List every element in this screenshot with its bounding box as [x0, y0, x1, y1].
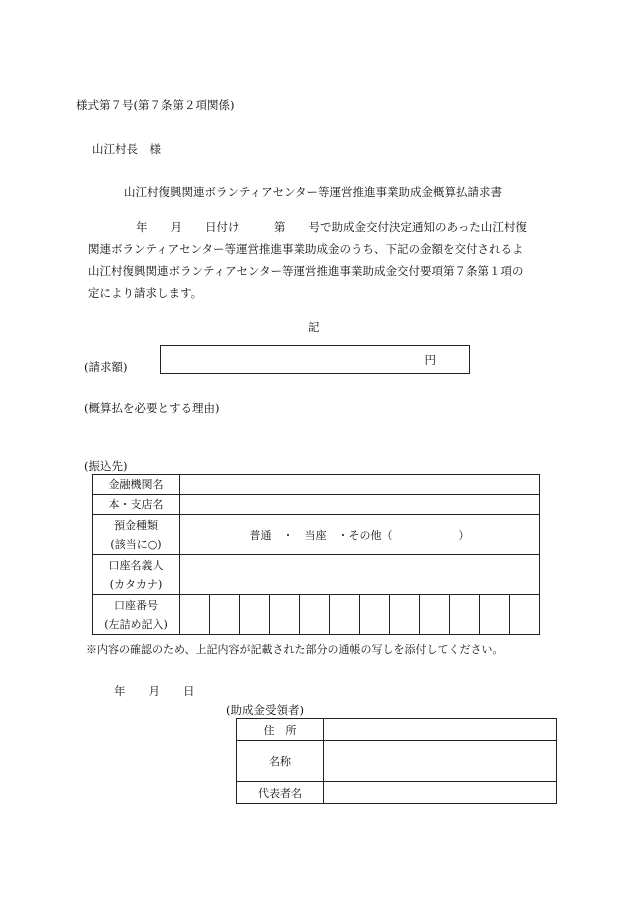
- claim-amount-label: (請求額): [84, 360, 128, 374]
- account-digit-cell[interactable]: [419, 595, 449, 635]
- institution-field[interactable]: [180, 475, 540, 495]
- recipient-label: (助成金受領者): [226, 703, 304, 717]
- account-digit-cell[interactable]: [509, 595, 539, 635]
- date-line: 年 月 日: [114, 684, 195, 698]
- form-number: 様式第７号(第７条第２項関係): [76, 98, 235, 112]
- account-digit-cell[interactable]: [449, 595, 479, 635]
- body-line: 関連ボランティアセンター等運営推進事業助成金のうち、下記の金額を交付されるよ: [88, 242, 524, 256]
- body-paragraph: [88, 216, 558, 304]
- body-line: 定により請求します。: [88, 286, 203, 300]
- account-number-label: 口座番号 (左詰め記入): [93, 595, 180, 635]
- bank-section-label: (振込先): [84, 459, 128, 473]
- account-digit-cell[interactable]: [209, 595, 239, 635]
- yen-unit: 円: [424, 353, 436, 367]
- reason-label: (概算払を必要とする理由): [84, 401, 220, 415]
- name-label: 名称: [237, 741, 324, 782]
- ki-heading: 記: [308, 320, 320, 334]
- representative-field[interactable]: [324, 782, 557, 804]
- address-label: 住 所: [237, 719, 324, 741]
- account-digit-cell[interactable]: [269, 595, 299, 635]
- account-digit-cell[interactable]: [329, 595, 359, 635]
- addressee: 山江村長 様: [92, 142, 161, 156]
- body-line: 山江村復興関連ボランティアセンター等運営推進事業助成金交付要項第７条第１項の: [88, 264, 524, 278]
- account-holder-field[interactable]: [180, 555, 540, 595]
- claim-amount-field[interactable]: [160, 345, 470, 374]
- recipient-table: [236, 718, 557, 804]
- branch-label: 本・支店名: [93, 495, 180, 515]
- institution-label: 金融機関名: [93, 475, 180, 495]
- branch-field[interactable]: [180, 495, 540, 515]
- account-digit-cell[interactable]: [389, 595, 419, 635]
- address-field[interactable]: [324, 719, 557, 741]
- account-digit-cell[interactable]: [299, 595, 329, 635]
- deposit-type-label: 預金種類 (該当に○): [93, 515, 180, 555]
- account-digit-cell[interactable]: [359, 595, 389, 635]
- account-holder-label: 口座名義人 (カタカナ): [93, 555, 180, 595]
- deposit-type-options[interactable]: 普通 ・ 当座 ・その他（ ）: [180, 515, 540, 555]
- account-digit-cell[interactable]: [180, 595, 210, 635]
- account-digit-cell[interactable]: [479, 595, 509, 635]
- attachment-note: ※内容の確認のため、上記内容が記載された部分の通帳の写しを添付してください。: [86, 643, 504, 656]
- representative-label: 代表者名: [237, 782, 324, 804]
- name-field[interactable]: [324, 741, 557, 782]
- body-line: 年 月 日付け 第 号で助成金交付決定通知のあった山江村復: [136, 220, 527, 234]
- document-title: 山江村復興関連ボランティアセンター等運営推進事業助成金概算払請求書: [124, 185, 503, 199]
- account-digit-cell[interactable]: [239, 595, 269, 635]
- bank-info-table: [92, 474, 540, 635]
